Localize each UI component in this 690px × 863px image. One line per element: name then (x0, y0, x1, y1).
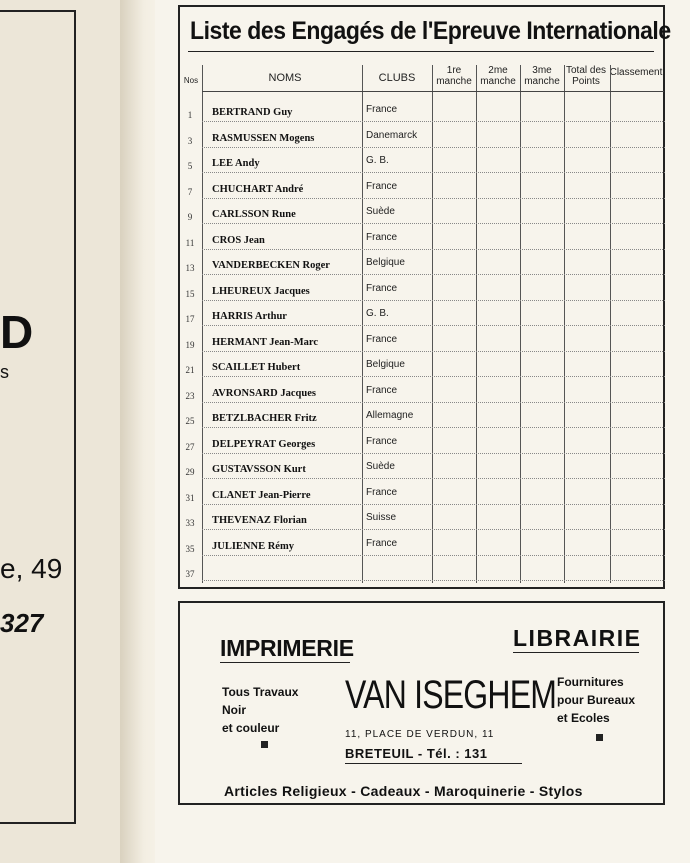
table-row (180, 205, 667, 231)
left-page-line-text: e, 49 (0, 553, 63, 584)
entrant-name: HERMANT Jean-Marc (212, 336, 319, 348)
row-dotted-rule (202, 147, 665, 148)
table-row (180, 256, 667, 282)
table-row (180, 511, 667, 537)
header-total: Total des Points (565, 65, 607, 87)
entrant-number: 25 (185, 416, 195, 426)
left-page-small-text: s (0, 362, 9, 382)
row-dotted-rule (202, 223, 665, 224)
row-dotted-rule (202, 504, 665, 505)
row-dotted-rule (202, 529, 665, 530)
ad-left-line-1: Tous Travaux (222, 685, 299, 699)
entrant-number: 1 (187, 110, 193, 120)
ad-right-line-3: et Ecoles (557, 711, 610, 725)
entrant-name: CARLSSON Rune (212, 209, 296, 220)
row-dotted-rule (202, 325, 665, 326)
left-page-italic-text: 327 (0, 608, 44, 638)
entrant-number: 27 (185, 441, 195, 452)
ad-address: 11, PLACE DE VERDUN, 11 (345, 729, 495, 740)
header-noms: NOMS (268, 72, 302, 84)
entrant-number: 21 (185, 365, 195, 375)
entrant-club: G. B. (366, 155, 389, 166)
entrant-number: 29 (185, 467, 195, 477)
table-row (180, 103, 667, 129)
table-row (180, 537, 667, 563)
entrant-club: France (366, 435, 398, 447)
entrant-name: VANDERBECKEN Roger (212, 260, 330, 271)
entrants-list-box (178, 5, 671, 589)
ad-footer-products: Articles Religieux - Cadeaux - Maroquinerie - Stylos (224, 783, 583, 799)
advertisement-box (178, 601, 665, 805)
entrant-name: BERTRAND Guy (212, 107, 293, 118)
ad-right-line-2: pour Bureaux (557, 693, 636, 707)
header-manche-1: 1re manche (436, 65, 472, 87)
entrant-number: 19 (185, 339, 195, 350)
entrant-club: Danemarck (366, 129, 418, 141)
ad-brand-name: VAN ISEGHEM (345, 673, 557, 717)
table-row (180, 486, 667, 512)
table-row (180, 231, 667, 257)
ad-imprimerie-rule (220, 662, 350, 663)
entrant-name: CHUCHART André (212, 183, 304, 195)
table-row (180, 180, 667, 206)
row-dotted-rule (202, 376, 665, 377)
title-rule (188, 51, 654, 52)
row-dotted-rule (202, 453, 665, 454)
row-dotted-rule (202, 274, 665, 275)
entrant-club: Suède (366, 206, 395, 217)
entrant-name: GUSTAVSSON Kurt (212, 464, 306, 475)
entrant-name: SCAILLET Hubert (212, 362, 301, 373)
entrant-name: DELPEYRAT Georges (212, 438, 316, 450)
header-rule (202, 91, 664, 92)
ad-city-rule (345, 763, 522, 764)
ad-imprimerie-heading: IMPRIMERIE (220, 635, 354, 661)
ad-right-line-1: Fournitures (557, 675, 624, 689)
entrant-name: LHEUREUX Jacques (212, 285, 310, 297)
header-manche-3: 3me manche (524, 65, 560, 87)
entrant-number: 7 (187, 186, 193, 197)
row-dotted-rule (202, 198, 665, 199)
entrant-club: Suisse (366, 512, 397, 523)
ad-left-line-3: et couleur (222, 721, 280, 735)
entrant-club: France (366, 486, 398, 498)
entrant-number: 37 (185, 569, 195, 579)
table-row (180, 333, 667, 359)
entrant-number: 11 (185, 237, 195, 248)
row-dotted-rule (202, 555, 665, 556)
ad-city-phone: BRETEUIL - Tél. : 131 (345, 746, 488, 761)
square-bullet-icon (261, 741, 268, 748)
entrant-club: Belgique (366, 257, 405, 268)
ad-left-services (222, 683, 298, 737)
entrant-name: HARRIS Arthur (212, 311, 287, 322)
entrant-club: France (366, 180, 398, 192)
row-dotted-rule (202, 172, 665, 173)
table-row (180, 435, 667, 461)
row-dotted-rule (202, 402, 665, 403)
entrant-number: 3 (187, 135, 193, 146)
entrant-number: 5 (187, 161, 193, 171)
entrant-name: THEVENAZ Florian (212, 515, 307, 526)
entrant-name: RASMUSSEN Mogens (212, 132, 315, 144)
entrant-club: France (366, 384, 398, 396)
entrant-number: 33 (185, 518, 195, 528)
left-page-frame (0, 10, 76, 824)
entrant-club: France (366, 282, 398, 294)
entrant-name: CROS Jean (212, 234, 265, 246)
table-row (180, 129, 667, 155)
ad-left-line-2: Noir (222, 703, 246, 717)
table-row (180, 307, 667, 333)
row-dotted-rule (202, 580, 665, 581)
entrant-number: 31 (185, 492, 195, 503)
entrant-club: Belgique (366, 359, 405, 370)
ad-librairie-heading: LIBRAIRIE (513, 625, 642, 651)
header-num: Nos (183, 76, 199, 85)
entrant-number: 13 (185, 263, 195, 273)
row-dotted-rule (202, 249, 665, 250)
entrant-name: LEE Andy (212, 158, 260, 169)
ad-right-services (557, 673, 635, 727)
row-dotted-rule (202, 427, 665, 428)
row-dotted-rule (202, 351, 665, 352)
table-row (180, 409, 667, 435)
entrant-number: 15 (185, 288, 195, 299)
header-clubs: CLUBS (378, 72, 416, 84)
left-page-big-text: D (0, 306, 34, 358)
entrant-club: France (366, 537, 398, 549)
entrant-name: BETZLBACHER Fritz (212, 413, 317, 424)
row-dotted-rule (202, 121, 665, 122)
entrant-club: G. B. (366, 308, 389, 319)
ad-librairie-rule (513, 652, 639, 653)
table-row (180, 358, 667, 384)
entrant-number: 9 (187, 212, 193, 222)
table-row (180, 460, 667, 486)
entrant-club: France (366, 104, 398, 115)
table-row (180, 562, 667, 588)
header-manche-2: 2me manche (480, 65, 516, 87)
row-dotted-rule (202, 478, 665, 479)
entrant-number: 17 (185, 314, 195, 324)
page-gutter (120, 0, 160, 863)
table-row (180, 384, 667, 410)
table-row (180, 282, 667, 308)
entrant-club: Suède (366, 461, 395, 472)
entrant-club: France (366, 231, 398, 243)
entrant-club: France (366, 333, 398, 345)
entrant-name: AVRONSARD Jacques (212, 387, 316, 399)
entrant-number: 35 (185, 543, 195, 554)
square-bullet-icon (596, 734, 603, 741)
row-dotted-rule (202, 300, 665, 301)
entrant-name: JULIENNE Rémy (212, 540, 294, 552)
table-row (180, 154, 667, 180)
list-title: Liste des Engagés de l'Epreuve Internationale (190, 17, 671, 45)
entrant-name: CLANET Jean-Pierre (212, 489, 311, 501)
entrant-number: 23 (185, 390, 195, 401)
header-classement: Classement (609, 67, 663, 78)
entrant-club: Allemagne (366, 410, 414, 421)
